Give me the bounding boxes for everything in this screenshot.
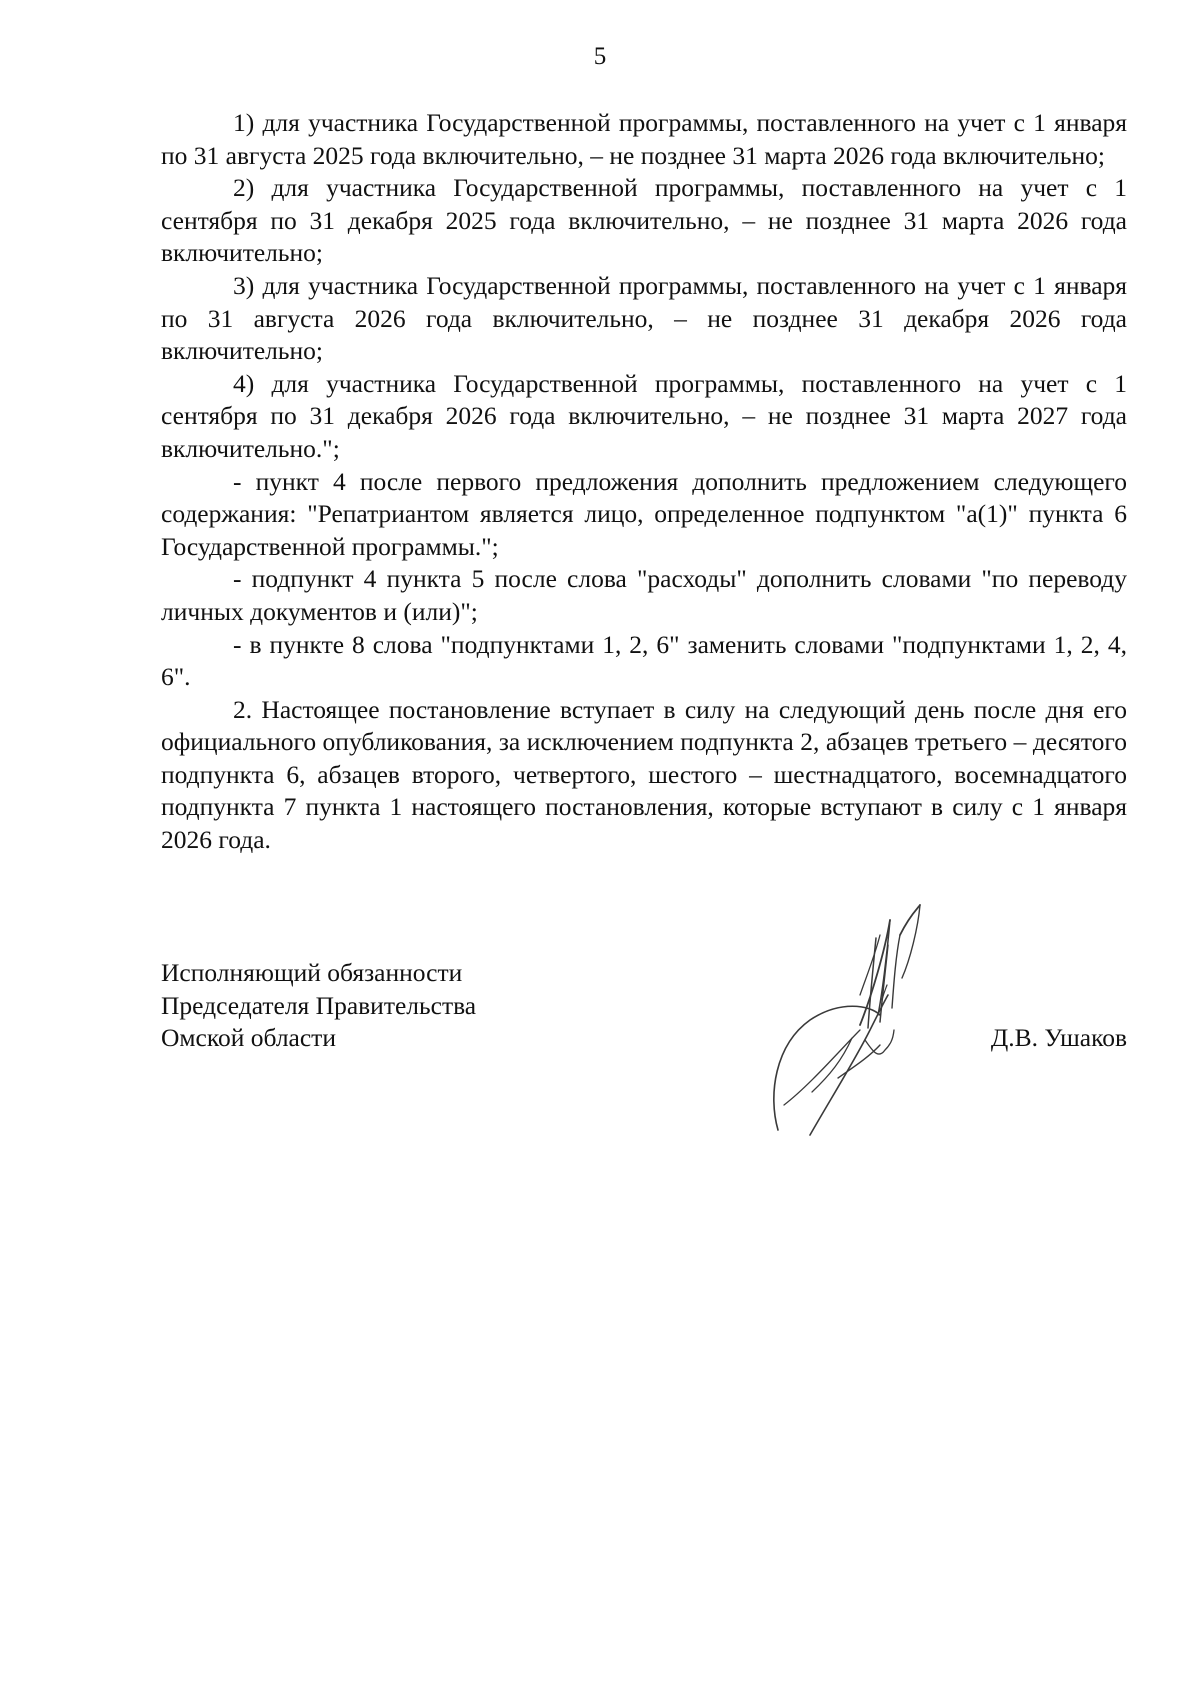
signatory-title xyxy=(161,957,476,1055)
paragraph-item-3: 3) для участника Государственной программы, поставленного на учет с 1 января по 31 августа 2026 года включительно, – не позднее 31 декабря 2026 года включительно; xyxy=(161,270,1127,366)
paragraph-amend-punkt-5: - подпункт 4 пункта 5 после слова "расходы" дополнить словами "по переводу личных документов и (или)"; xyxy=(161,564,1127,626)
signatory-title-line-3: Омской области xyxy=(161,1023,336,1053)
paragraph-item-2: 2) для участника Государственной программы, поставленного на учет с 1 сентября по 31 декабря 2025 года включительно, – не позднее 31 марта 2026 года включительно; xyxy=(161,173,1127,268)
paragraph-item-1: 1) для участника Государственной программы, поставленного на учет с 1 января по 31 августа 2025 года включительно, – не позднее 31 марта 2026 года включительно; xyxy=(161,108,1127,170)
paragraph-amend-punkt-8: - в пункте 8 слова "подпунктами 1, 2, 6" заменить словами "подпунктами 1, 2, 4, 6". xyxy=(161,629,1127,692)
paragraph-amend-punkt-4: - пункт 4 после первого предложения дополнить предложением следующего содержания: "Репатриантом является лицо, определенное подпунктом "а(1)" пункта 6 Государственной программы."; xyxy=(161,466,1127,561)
signatory-title-line-2: Председателя Правительства xyxy=(161,990,477,1020)
document-body xyxy=(161,107,1127,857)
page-number: 5 xyxy=(593,43,607,70)
signatory-title-line-1: Исполняющий обязанности xyxy=(161,958,463,987)
paragraph-effective-date: 2. Настоящее постановление вступает в силу на следующий день после дня его официального опубликования, за исключением подпункта 2, абзацев третьего – десятого подпункта 6, абзацев второго, четвертого, шестого – шестнадцатого, восемнадцатого подпункта 7 пункта 1 настоящего постановления, которые вступают в силу с 1 января 2026 года. xyxy=(161,694,1127,855)
signatory-name: Д.В. Ушаков xyxy=(990,1023,1127,1052)
paragraph-item-4: 4) для участника Государственной программы, поставленного на учет с 1 сентября по 31 декабря 2026 года включительно, – не позднее 31 марта 2027 года включительно."; xyxy=(161,368,1127,463)
